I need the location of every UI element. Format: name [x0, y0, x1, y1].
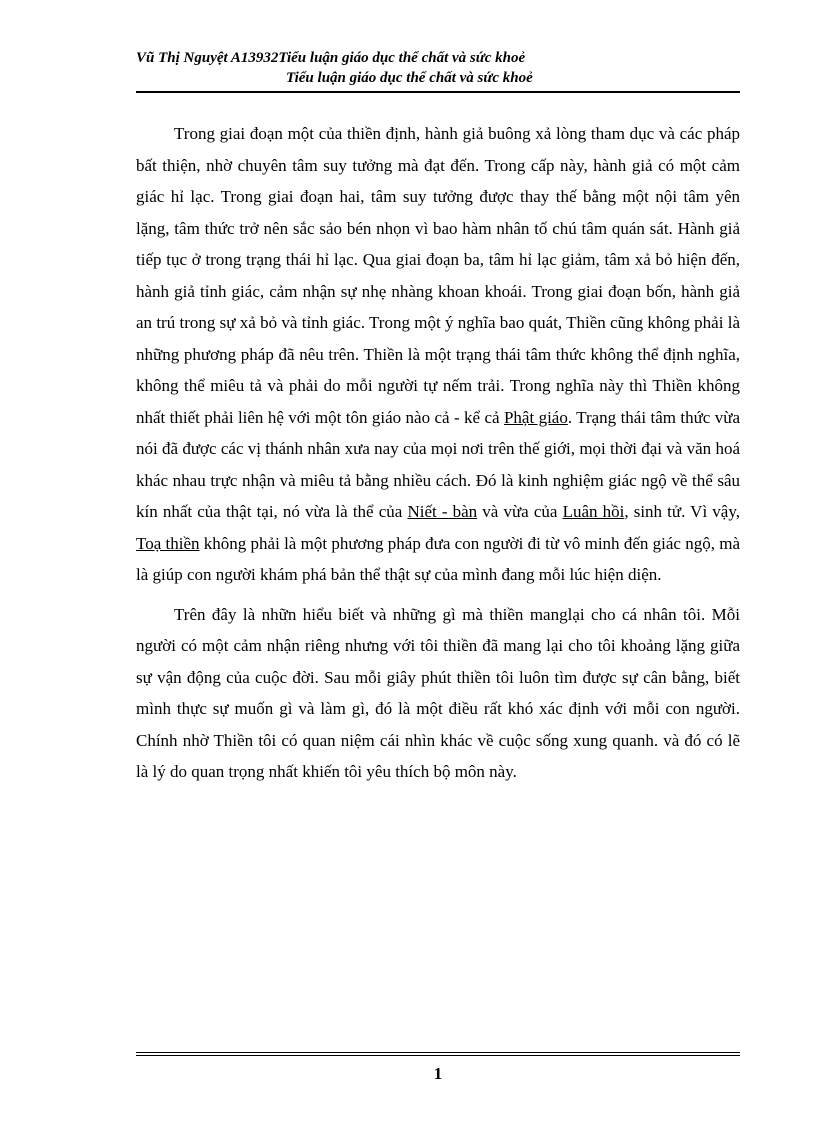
header-divider [136, 91, 740, 93]
paragraph-text: không phải là một phương pháp đưa con người đi từ vô minh đến giác ngộ, mà là giúp con người khám phá bản thể thật sự của mình đang mỗi lúc hiện diện. [136, 533, 741, 584]
link-toa-thien[interactable]: Toạ thiền [136, 533, 200, 553]
link-phat-giao[interactable]: Phật giáo [503, 407, 568, 427]
link-niet-ban[interactable]: Niết - bàn [407, 502, 478, 521]
paragraph-text: , sinh tử. Vì vậy, [624, 502, 740, 521]
header-title-line-2: Tiểu luận giáo dục thể chất và sức khoẻ [286, 70, 533, 86]
paragraph-text: Trong giai đoạn một của thiền định, hành giả buông xả lòng tham dục và các pháp bất thiện, nhờ chuyên tâm suy tưởng mà đạt đến. Trong cấp này, hành giả có một cảm giác hỉ lạc. Trong giai đoạn hai, tâm suy tưởng được thay thế bằng một nội tâm yên lặng, tâm thức trở nên sắc sảo bén nhọn vì bao hàm nhân tố chú tâm quán sát. Hành giả tiếp tục ở trong trạng thái hỉ lạc. Qua giai đoạn ba, tâm hỉ lạc giảm, tâm xả bỏ hiện đến, hành giả tỉnh giác, cảm nhận sự nhẹ nhàng khoan khoái. Trong giai đoạn bốn, hành giả an trú trong sự xả bỏ và tỉnh giác. Trong một ý nghĩa bao quát, Thiền cũng không phải là những phương pháp đã nêu trên. Thiền là một trạng thái tâm thức không thể định nghĩa, không thể miêu tả và phải do mỗi người tự nếm trải. Trong nghĩa này thì Thiền không nhất thiết phải liên hệ với một tôn giáo nào cả - kể cả [136, 124, 740, 427]
page-header [136, 48, 740, 88]
paragraph-text: và vừa của [477, 502, 563, 521]
page-number: 1 [433, 1064, 443, 1083]
paragraph-conclusion: Trên đây là nhữn hiểu biết và những gì mà thiền manglại cho cá nhân tôi. Mỗi người có một cảm nhận riêng nhưng với tôi thiền đã mang lại cho tôi khoảng lặng giữa sự vận động của cuộc đời. Sau mỗi giây phút thiền tôi luôn tìm được sự cân bằng, biết mình thực sự muốn gì và làm gì, đó là một điều rất khó xác định với mỗi con người. Chính nhờ Thiền tôi có quan niệm cái nhìn khác về cuộc sống xung quanh. và đó có lẽ là lý do quan trọng nhất khiến tôi yêu thích bộ môn này. [136, 604, 740, 781]
paragraph-text: . Trạng thái tâm thức vừa nói đã được các vị thánh nhân xưa nay của mọi nơi trên thế giới, mọi thời đại và văn hoá khác nhau trực nhận và miêu tả bằng nhiều cách. Đó là kinh nghiệm giác ngộ về thể sâu kín nhất của thật tại, nó vừa là thể của [136, 407, 740, 521]
link-luan-hoi[interactable]: Luân hồi [562, 502, 625, 521]
paragraph-meditation-stages [136, 118, 740, 591]
footer-divider [136, 1052, 740, 1056]
document-body [136, 118, 740, 788]
header-title-line-1: Vũ Thị Nguyệt A13932Tiểu luận giáo dục thể chất và sức khoẻ [136, 50, 526, 66]
